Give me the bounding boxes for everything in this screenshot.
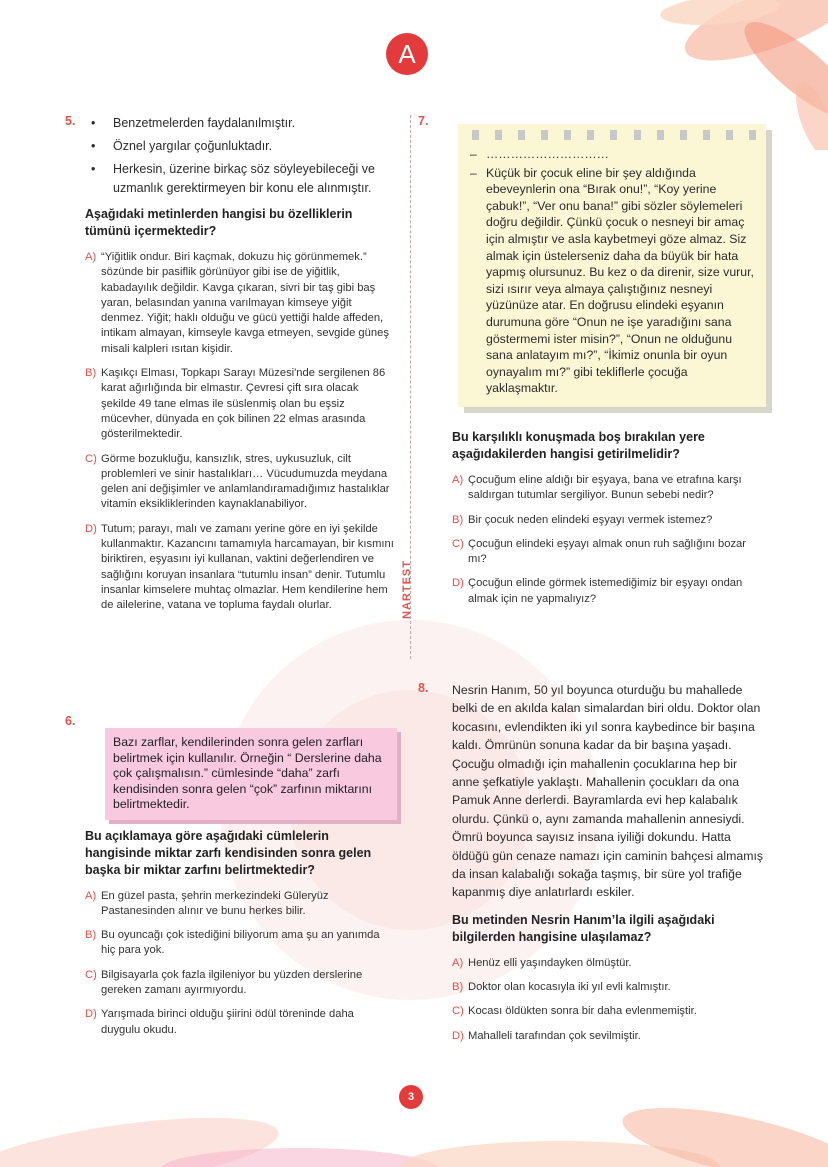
question-5-stem: Aşağıdaki metinlerden hangisi bu özelliklerin tümünü içermektedir? (85, 207, 353, 238)
option-text: Kaşıkçı Elması, Topkapı Sarayı Müzesi'nde sergilenen 86 karat ağırlığında bir elmastır. Çevresi çift sıra olacak şekilde 49 tane elmas ile süslenmiş olan bu eşsiz mücevher, dünyada en çok bilinen 22 elmas arasında gösterilmektedir. (101, 367, 386, 441)
option-letter: D) (85, 1008, 97, 1021)
option-a[interactable] (452, 473, 763, 504)
question-5-number: 5. (65, 114, 76, 128)
question-5-bullets (85, 114, 395, 198)
note-box (458, 124, 766, 407)
option-text: Çocuğun elinde görmek istemediğimiz bir eşyayı ondan almak için ne yapmalıyız? (468, 577, 743, 605)
section-badge: A (386, 33, 428, 75)
dialogue-line-answer: – Küçük bir çocuk eline bir şey aldığında ebeveynlerin ona “Bırak onu!”, “Koy yerine çabuk!”, “Ver onu bana!” gibi sözler söylemeleri doğru değildir. Çünkü çocuk o nesneyi bir amaç için almıştır ve asla kaybetmeyi göze almaz. Siz almak için üstelerseniz daha da büyük bir hata yapmış olursunuz. Bu kez o da direnir, size vurur, sizi ısırır veya almaya çalıştığınız nesneyi yüzünüze atar. En doğrusu elindeki eşyanın durumuna göre “Onun ne işe yaradığını sana göstermemi ister misin?”, “Onun ne olduğunu sana anlatayım mı?”, “İkimiz onunla bir oyun oynayalım mı?” gibi tekliflerle çocuğa yaklaşmaktır. (470, 165, 754, 396)
page-number: 3 (399, 1085, 423, 1109)
option-letter: B) (452, 513, 464, 526)
option-text: Henüz elli yaşındayken ölmüştür. (468, 956, 632, 969)
question-8-paragraph: Nesrin Hanım, 50 yıl boyunca oturduğu bu mahallede belki de en akılda kalan simalardan biri oldu. Doktor olan kocasını, evlendikten iki yıl sonra kaybedince bir başına kaldı. Ömrünün sonuna kadar da bir başına yaşadı. Çocuğu olmadığı için mahallenin çocuklarına hep bir anne şefkatiyle yaklaştı. Mahallenin çocukları da ona Pamuk Anne derlerdi. Bayramlarda evi hep kalabalık olurdu. Çünkü o, aynı zamanda mahallenin annesiydi. Ömrü boyunca sayısız insana iyiliği dokundu. Hatta öldüğü gün cenaze namazı için caminin bahçesi almamış da insan kalabalığı sokağa taşmış, bir süre yol trafiğe kapanmış diye anlatırlardı eskiler. (452, 683, 764, 900)
option-letter: D) (452, 1029, 464, 1042)
option-text: Bir çocuk neden elindeki eşyayı vermek istemez? (468, 513, 713, 526)
question-7 (418, 114, 763, 607)
option-b[interactable] (452, 513, 763, 528)
question-8-stem: Bu metinden Nesrin Hanım’la ilgili aşağıdaki bilgilerden hangisine ulaşılamaz? (452, 912, 715, 944)
option-letter: B) (85, 929, 97, 942)
bullet-item: • Öznel yargılar çoğunluktadır. (85, 137, 395, 156)
brand-vertical-text: NARTEST (401, 560, 413, 619)
option-a[interactable] (85, 250, 395, 357)
option-d[interactable] (85, 1007, 395, 1038)
option-text: Yarışmada birinci olduğu şiirini ödül töreninde daha duygulu okudu. (101, 1008, 354, 1036)
option-text: “Yiğitlik ondur. Biri kaçmak, dokuzu hiç görünmemek.” sözünde bir pasiflik görünüyor gibi ise de yiğitlik, kabadayılık değildir. Kavga çıkaran, sivri bir taş gibi baş yaran, belasından yanına varılmayan kimseye yiğit denmez. Yiğit; haklı olduğu ve gücü yettiği halde affeden, intikam almayan, kimseyle kavga etmeyen, sevgide güneş misali kalpleri ısıtan kişidir. (101, 251, 389, 355)
option-letter: D) (452, 577, 464, 590)
left-column (65, 114, 395, 1036)
question-8-number: 8. (418, 681, 429, 695)
dialogue-line-blank: – ………………………… (470, 147, 609, 161)
option-letter: B) (85, 367, 97, 380)
option-text: Bilgisayarla çok fazla ilgileniyor bu yüzden derslerine gereken zamanı ayırmıyordu. (101, 968, 363, 996)
bullet-item: • Benzetmelerden faydalanılmıştır. (85, 114, 395, 133)
option-text: Tutum; parayı, malı ve zamanı yerine göre en iyi şekilde kullanmaktır. Kazancını tamamıyla harcamayan, bir kısmını biriktiren, eşyasını iyi kullanan, vaktini değerlendiren ve sağlığını koruyan insanlara “tutumlu insan” denir. Tutumlu insanlar kimselere muhtaç olmazlar. Hem kendilerine hem de ailelerine, vatana ve topluma faydalı olurlar. (101, 522, 394, 612)
option-d[interactable] (452, 576, 763, 607)
option-text: Kocası öldükten sonra bir daha evlenmemiştir. (468, 1005, 697, 1018)
bullet-item: • Herkesin, üzerine birkaç söz söyleyebileceği ve uzmanlık gerektirmeyen bir konu ele alınmıştır. (85, 160, 395, 198)
option-text: Çocuğun elindeki eşyayı almak onun ruh sağlığını bozar mı? (468, 537, 746, 566)
option-text: Görme bozukluğu, kansızlık, stres, uykusuzluk, cilt problemleri ve sinir hastalıkları… Vücudumuzda meydana gelen ani değişimler ve anlamlandıramadığımız hastalıklar vitamin eksikliklerinden kaynaklanabiliyor. (101, 452, 390, 511)
option-d[interactable] (452, 1029, 763, 1044)
question-6-stem: Bu açıklamaya göre aşağıdaki cümlelerin hangisinde miktar zarfı kendisinden sonra gelen başka bir miktar zarfını belirtmektedir? (85, 828, 372, 877)
binder-pegs (472, 130, 756, 142)
option-letter: C) (85, 452, 97, 465)
option-c[interactable] (452, 1004, 763, 1019)
option-text: En güzel pasta, şehrin merkezindeki Güleryüz Pastanesinden alınır ve bunu herkes bilir. (101, 889, 329, 917)
right-column (418, 114, 764, 1042)
question-7-number: 7. (418, 114, 429, 128)
option-letter: C) (85, 968, 97, 981)
option-text: Çocuğum eline aldığı bir eşyaya, bana ve etrafına karşı saldırgan tutumlar sergiliyor. Bunun sebebi nedir? (468, 473, 742, 502)
option-text: Bu oyuncağı çok istediğini biliyorum ama şu an yanımda hiç para yok. (101, 929, 380, 957)
option-letter: D) (85, 522, 97, 535)
option-a[interactable] (452, 956, 763, 971)
option-c[interactable] (452, 537, 763, 568)
option-letter: A) (452, 473, 464, 486)
option-letter: B) (452, 981, 464, 994)
option-letter: A) (85, 889, 97, 902)
option-letter: A) (452, 956, 464, 969)
info-box: Bazı zarflar, kendilerinden sonra gelen zarfları belirtmek için kullanılır. Örneğin “ Derslerine daha çok çalışmalısın.” cümlesinde “daha” zarfı kendisinden sonra gelen “çok” zarfının miktarını belirtmektedir. (105, 728, 397, 820)
option-letter: C) (452, 537, 464, 550)
question-5 (65, 114, 395, 614)
option-letter: A) (85, 251, 97, 263)
question-7-stem: Bu karşılıklı konuşmada boş bırakılan yere aşağıdakilerden hangisi getirilmelidir? (452, 429, 705, 461)
option-text: Doktor olan kocasıyla iki yıl evli kalmıştır. (468, 981, 671, 994)
option-text: Mahalleli tarafından çok sevilmiştir. (468, 1029, 641, 1042)
question-6-number: 6. (65, 714, 76, 728)
question-8 (418, 681, 763, 1053)
option-letter: C) (452, 1005, 464, 1018)
option-b[interactable] (85, 366, 395, 442)
option-b[interactable] (452, 980, 763, 995)
option-a[interactable] (85, 889, 395, 920)
question-6 (65, 714, 395, 1047)
option-d[interactable] (85, 522, 395, 614)
option-c[interactable] (85, 452, 395, 513)
option-b[interactable] (85, 928, 395, 959)
option-c[interactable] (85, 968, 395, 999)
